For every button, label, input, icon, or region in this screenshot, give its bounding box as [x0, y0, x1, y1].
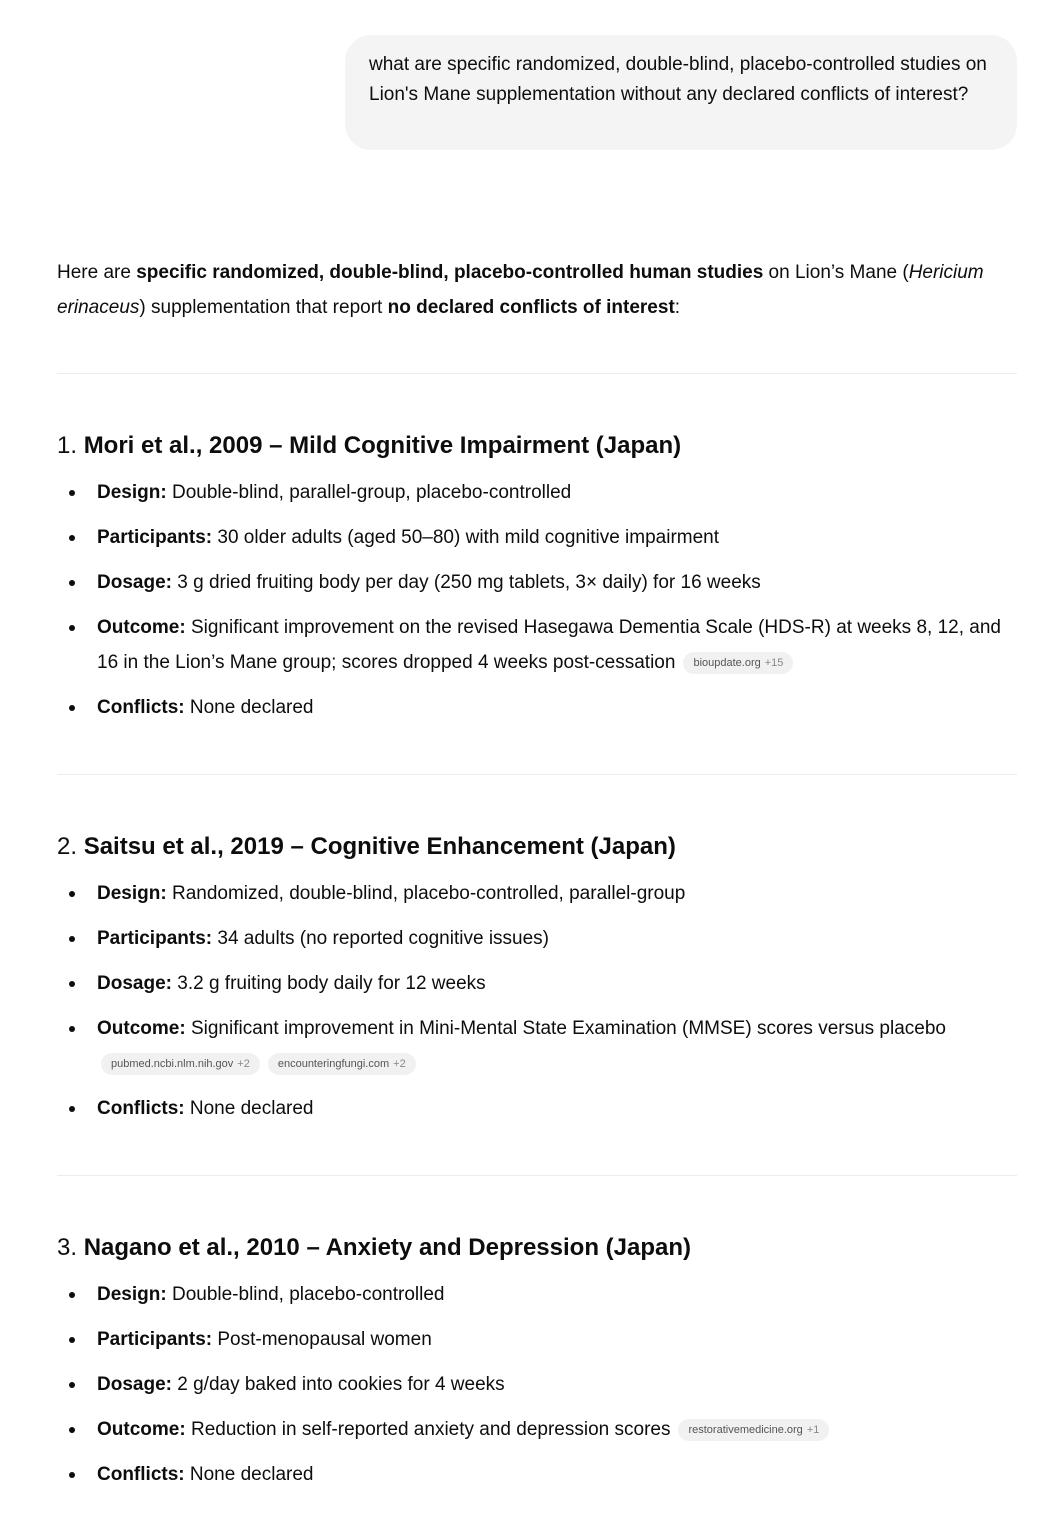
study-title: Saitsu et al., 2019 – Cognitive Enhancement (Japan) — [83, 833, 676, 860]
intro-bold-text: no declared conflicts of interest — [387, 297, 675, 318]
list-item — [97, 1322, 1017, 1357]
list-item — [97, 1412, 1017, 1447]
section-divider — [57, 1175, 1017, 1176]
intro-text: on Lion’s Mane ( — [763, 262, 909, 283]
study-details-list — [57, 876, 1017, 1126]
field-value: None declared — [189, 1098, 314, 1119]
study-title: Nagano et al., 2010 – Anxiety and Depression (Japan) — [83, 1234, 691, 1261]
field-label: Conflicts: — [97, 1098, 185, 1119]
source-more-count: +2 — [237, 1058, 250, 1070]
intro-paragraph — [57, 255, 1017, 325]
field-label: Dosage: — [97, 973, 172, 994]
section-divider — [57, 774, 1017, 775]
list-item — [97, 610, 1017, 680]
field-label: Design: — [97, 482, 167, 503]
field-value: 34 adults (no reported cognitive issues) — [217, 928, 550, 949]
field-label: Dosage: — [97, 1374, 172, 1395]
field-value: Post-menopausal women — [217, 1329, 432, 1350]
list-item — [97, 966, 1017, 1001]
study-section — [57, 1233, 1017, 1502]
source-chip[interactable] — [268, 1053, 416, 1075]
source-more-count: +2 — [393, 1058, 406, 1070]
section-divider — [57, 373, 1017, 374]
list-item — [97, 1367, 1017, 1402]
list-item — [97, 475, 1017, 510]
user-message-bubble — [345, 35, 1017, 150]
field-value: 2 g/day baked into cookies for 4 weeks — [177, 1374, 505, 1395]
list-item — [97, 876, 1017, 911]
source-chip[interactable] — [678, 1419, 829, 1441]
field-value: Reduction in self-reported anxiety and depression scores — [190, 1419, 671, 1440]
source-chip-row — [97, 1046, 1017, 1081]
list-item — [97, 1277, 1017, 1312]
field-value: 3 g dried fruiting body per day (250 mg tablets, 3× daily) for 16 weeks — [177, 572, 761, 593]
field-label: Conflicts: — [97, 1464, 185, 1485]
study-details-list — [57, 475, 1017, 725]
field-value: Significant improvement in Mini-Mental State Examination (MMSE) scores versus placebo — [190, 1018, 946, 1039]
list-item — [97, 921, 1017, 956]
field-value: 3.2 g fruiting body daily for 12 weeks — [177, 973, 486, 994]
study-details-list — [57, 1277, 1017, 1492]
intro-text: ) supplementation that report — [139, 297, 388, 318]
field-value: None declared — [189, 697, 314, 718]
field-label: Participants: — [97, 1329, 213, 1350]
field-label: Outcome: — [97, 1018, 186, 1039]
source-more-count: +15 — [764, 657, 784, 669]
intro-text: Here are — [57, 262, 137, 283]
source-name: bioupdate.org — [693, 657, 761, 669]
intro-bold-text: specific randomized, double-blind, placebo-controlled human studies — [136, 262, 764, 283]
field-label: Participants: — [97, 527, 213, 548]
source-chip[interactable] — [683, 652, 793, 674]
intro-text: : — [674, 297, 681, 318]
field-value: Double-blind, parallel-group, placebo-controlled — [171, 482, 572, 503]
intro-italic-text: Hericium erinaceus — [57, 262, 984, 318]
study-title: Mori et al., 2009 – Mild Cognitive Impairment (Japan) — [83, 432, 682, 459]
field-value: Randomized, double-blind, placebo-controlled, parallel-group — [171, 883, 686, 904]
field-value: Significant improvement on the revised Hasegawa Dementia Scale (HDS-R) at weeks 8, 12, and 16 in the Lion’s Mane group; scores dropped 4 weeks post-cessation — [97, 617, 1001, 673]
list-item — [97, 1091, 1017, 1126]
list-item — [97, 1457, 1017, 1492]
study-heading — [57, 1233, 1017, 1263]
list-item — [97, 1011, 1017, 1081]
field-value: 30 older adults (aged 50–80) with mild cognitive impairment — [217, 527, 720, 548]
study-section — [57, 431, 1017, 735]
field-value: None declared — [189, 1464, 314, 1485]
list-item — [97, 565, 1017, 600]
field-label: Outcome: — [97, 617, 186, 638]
study-heading — [57, 431, 1017, 461]
field-label: Outcome: — [97, 1419, 186, 1440]
source-name: restorativemedicine.org — [688, 1424, 803, 1436]
list-item — [97, 690, 1017, 725]
source-name: pubmed.ncbi.nlm.nih.gov — [111, 1058, 234, 1070]
field-label: Conflicts: — [97, 697, 185, 718]
user-message-text: what are specific randomized, double-blind, placebo-controlled studies on Lion's Mane supplementation without any declared conflicts of interest? — [369, 54, 987, 105]
field-label: Design: — [97, 1284, 167, 1305]
study-section — [57, 832, 1017, 1136]
study-number: 2. — [57, 833, 78, 860]
study-number: 3. — [57, 1234, 78, 1261]
source-chip[interactable] — [101, 1053, 260, 1075]
field-label: Design: — [97, 883, 167, 904]
field-label: Dosage: — [97, 572, 172, 593]
field-label: Participants: — [97, 928, 213, 949]
field-value: Double-blind, placebo-controlled — [171, 1284, 445, 1305]
study-heading — [57, 832, 1017, 862]
assistant-response — [57, 255, 1017, 1485]
source-more-count: +1 — [806, 1424, 820, 1436]
source-name: encounteringfungi.com — [277, 1058, 390, 1070]
study-number: 1. — [57, 432, 78, 459]
list-item — [97, 520, 1017, 555]
